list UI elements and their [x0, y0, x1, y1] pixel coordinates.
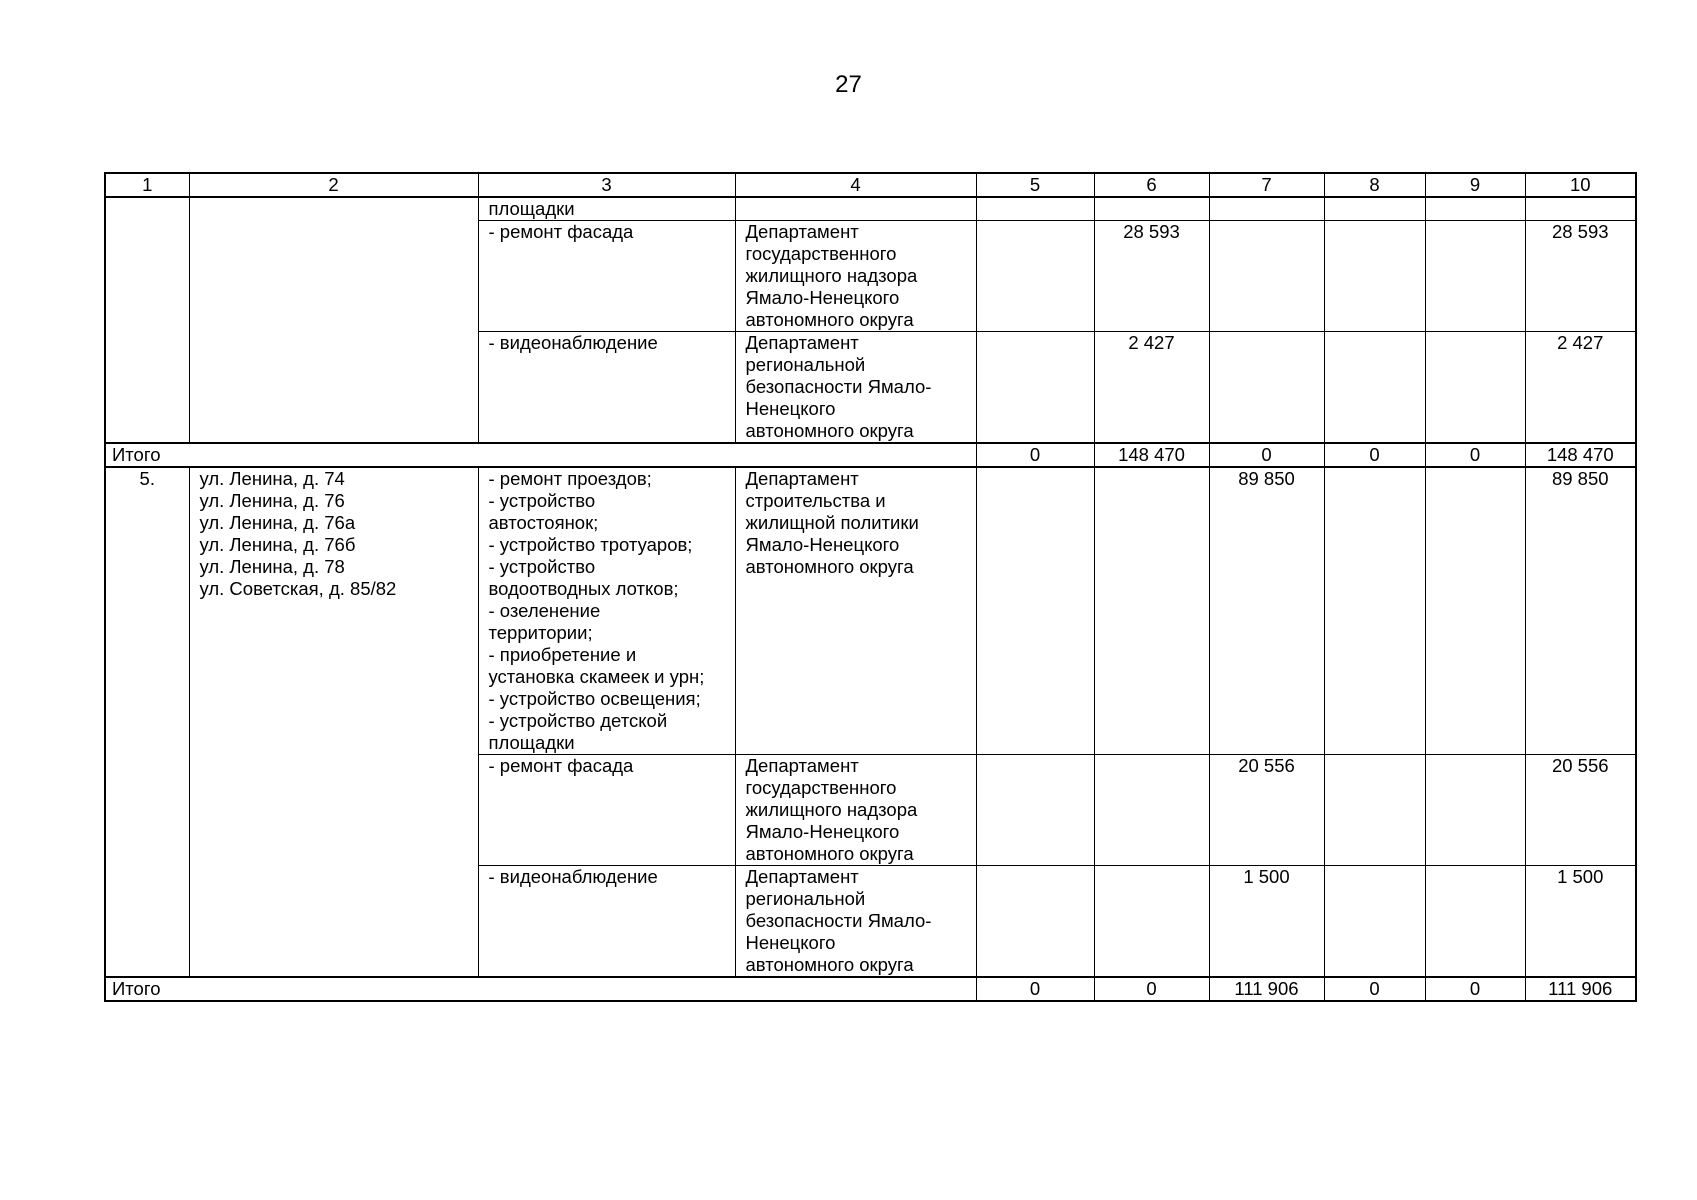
total-value: 111 906: [1209, 977, 1324, 1001]
header-cell: 3: [478, 173, 735, 197]
total-value: 0: [1324, 443, 1425, 467]
total-value: 148 470: [1525, 443, 1636, 467]
value-cell: 28 593: [1525, 221, 1636, 332]
value-cell: [1525, 197, 1636, 221]
table-row: [105, 197, 1636, 221]
header-cell: 8: [1324, 173, 1425, 197]
total-value: 0: [1324, 977, 1425, 1001]
work-cell: площадки: [478, 197, 735, 221]
dept-cell: Департамент государственного жилищного надзора Ямало-Ненецкого автономного округа: [735, 221, 976, 332]
header-cell: 1: [105, 173, 189, 197]
total-value: 148 470: [1094, 443, 1209, 467]
value-cell: [1209, 332, 1324, 444]
dept-cell: Департамент региональной безопасности Ямало- Ненецкого автономного округа: [735, 332, 976, 444]
value-cell: [1094, 197, 1209, 221]
header-cell: 2: [189, 173, 478, 197]
value-cell: [1094, 866, 1209, 978]
value-cell: [1425, 755, 1525, 866]
value-cell: [1324, 221, 1425, 332]
row-number-cell: [105, 197, 189, 443]
value-cell: 89 850: [1525, 467, 1636, 755]
total-value: 0: [1094, 977, 1209, 1001]
header-cell: 7: [1209, 173, 1324, 197]
work-cell: - ремонт проездов; - устройство автостоянок; - устройство тротуаров; - устройство водоотводных лотков; - озеленение территории; - приобретение и установка скамеек и урн; - устройство освещения; - устройство детской площадки: [478, 467, 735, 755]
address-cell: [189, 197, 478, 443]
value-cell: [976, 866, 1094, 978]
total-row: [105, 977, 1636, 1001]
total-value: 0: [1209, 443, 1324, 467]
table-row: [105, 467, 1636, 755]
value-cell: [1324, 332, 1425, 444]
value-cell: [976, 332, 1094, 444]
value-cell: 28 593: [1094, 221, 1209, 332]
header-cell: 10: [1525, 173, 1636, 197]
address-cell: ул. Ленина, д. 74 ул. Ленина, д. 76 ул. Ленина, д. 76а ул. Ленина, д. 76б ул. Ленина, д. 78 ул. Советская, д. 85/82: [189, 467, 478, 977]
value-cell: 1 500: [1525, 866, 1636, 978]
work-cell: - ремонт фасада: [478, 755, 735, 866]
value-cell: [1425, 332, 1525, 444]
dept-cell: Департамент региональной безопасности Ямало- Ненецкого автономного округа: [735, 866, 976, 978]
total-label: Итого: [105, 977, 976, 1001]
budget-table: [104, 172, 1637, 1002]
value-cell: [976, 197, 1094, 221]
table-header-row: [105, 173, 1636, 197]
value-cell: [1425, 197, 1525, 221]
value-cell: [1324, 755, 1425, 866]
value-cell: [1425, 221, 1525, 332]
value-cell: 20 556: [1209, 755, 1324, 866]
work-cell: - видеонаблюдение: [478, 332, 735, 444]
total-value: 0: [976, 977, 1094, 1001]
value-cell: [1324, 467, 1425, 755]
value-cell: 1 500: [1209, 866, 1324, 978]
value-cell: [1209, 221, 1324, 332]
value-cell: [1209, 197, 1324, 221]
header-cell: 4: [735, 173, 976, 197]
page-number: 27: [835, 71, 862, 98]
work-cell: - видеонаблюдение: [478, 866, 735, 978]
header-cell: 9: [1425, 173, 1525, 197]
value-cell: [1094, 467, 1209, 755]
value-cell: [1425, 866, 1525, 978]
value-cell: [1324, 197, 1425, 221]
value-cell: 20 556: [1525, 755, 1636, 866]
work-cell: - ремонт фасада: [478, 221, 735, 332]
value-cell: [976, 755, 1094, 866]
dept-cell: Департамент строительства и жилищной политики Ямало-Ненецкого автономного округа: [735, 467, 976, 755]
header-cell: 5: [976, 173, 1094, 197]
value-cell: 89 850: [1209, 467, 1324, 755]
value-cell: [1094, 755, 1209, 866]
total-row: [105, 443, 1636, 467]
total-value: 0: [976, 443, 1094, 467]
value-cell: 2 427: [1094, 332, 1209, 444]
total-value: 0: [1425, 977, 1525, 1001]
value-cell: [976, 221, 1094, 332]
row-number-cell: 5.: [105, 467, 189, 977]
total-value: 111 906: [1525, 977, 1636, 1001]
value-cell: [1324, 866, 1425, 978]
dept-cell: Департамент государственного жилищного надзора Ямало-Ненецкого автономного округа: [735, 755, 976, 866]
dept-cell: [735, 197, 976, 221]
value-cell: 2 427: [1525, 332, 1636, 444]
total-value: 0: [1425, 443, 1525, 467]
value-cell: [1425, 467, 1525, 755]
value-cell: [976, 467, 1094, 755]
total-label: Итого: [105, 443, 976, 467]
header-cell: 6: [1094, 173, 1209, 197]
